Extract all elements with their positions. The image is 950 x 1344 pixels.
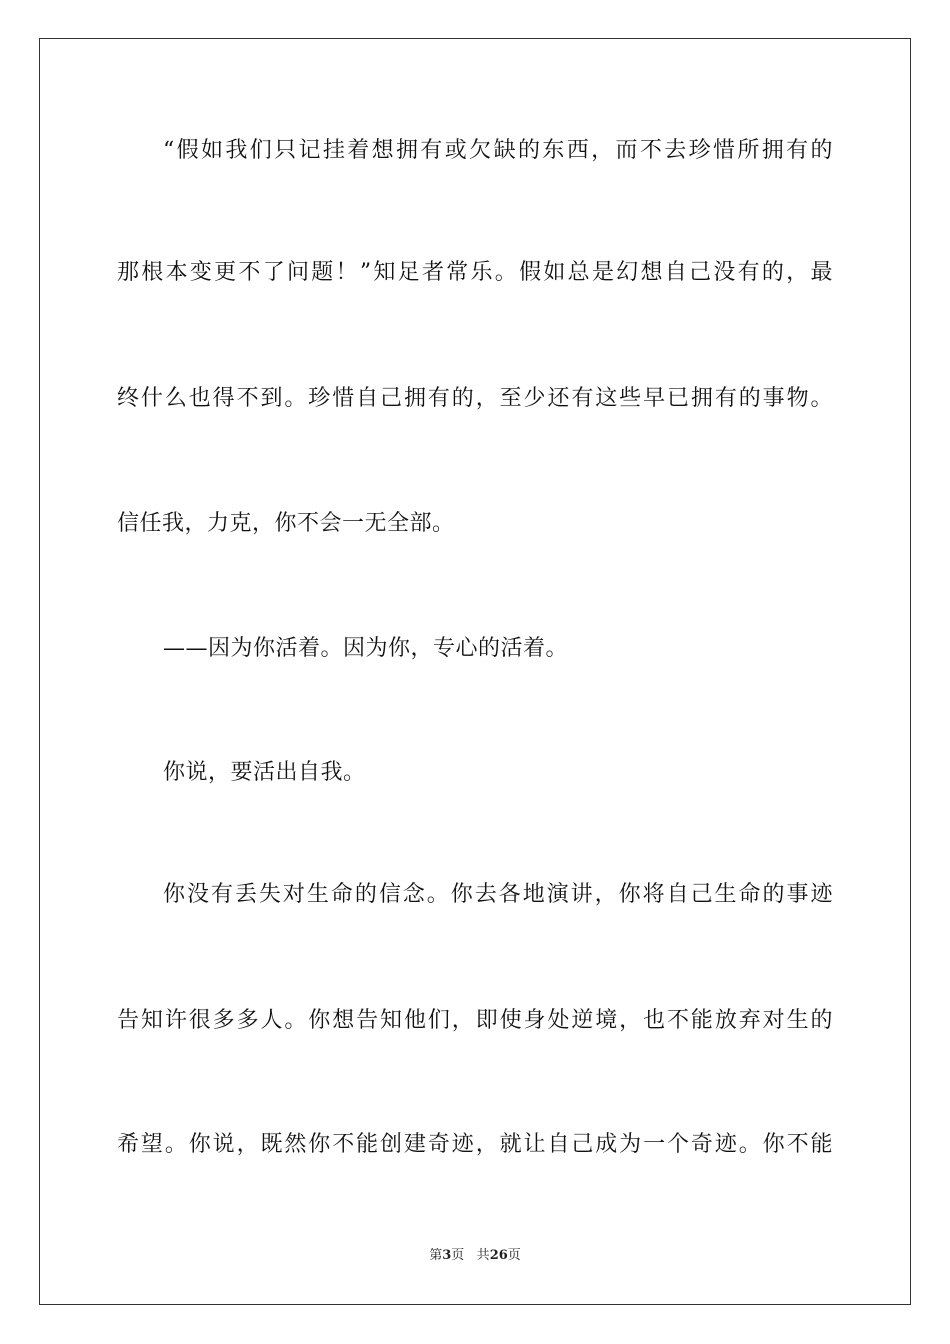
total-pages: 26	[489, 1248, 508, 1263]
total-suffix: 页	[507, 1248, 521, 1263]
paragraph-line: 信任我，力克，你不会一无全部。	[117, 511, 455, 536]
paragraph-line: 终什么也得不到。珍惜自己拥有的，至少还有这些早已拥有的事物。	[117, 386, 833, 411]
paragraph-line: 那根本变更不了问题！”知足者常乐。假如总是幻想自己没有的，最	[117, 260, 833, 285]
page-border	[39, 38, 911, 1305]
paragraph-line: “假如我们只记挂着想拥有或欠缺的东西，而不去珍惜所拥有的	[163, 138, 833, 163]
page-prefix: 第	[429, 1248, 443, 1263]
paragraph-line: ——因为你活着。因为你，专心的活着。	[163, 636, 569, 661]
total-prefix: 共	[476, 1248, 490, 1263]
paragraph-line: 你没有丢失对生命的信念。你去各地演讲，你将自己生命的事迹	[163, 882, 833, 907]
paragraph-line: 希望。你说，既然你不能创建奇迹，就让自己成为一个奇迹。你不能	[117, 1132, 833, 1157]
page-suffix: 页	[451, 1248, 465, 1263]
page-footer	[0, 1247, 950, 1265]
paragraph-line: 你说，要活出自我。	[163, 760, 366, 785]
page-number: 3	[442, 1248, 452, 1263]
paragraph-line: 告知许很多多人。你想告知他们，即使身处逆境，也不能放弃对生的	[117, 1008, 833, 1033]
